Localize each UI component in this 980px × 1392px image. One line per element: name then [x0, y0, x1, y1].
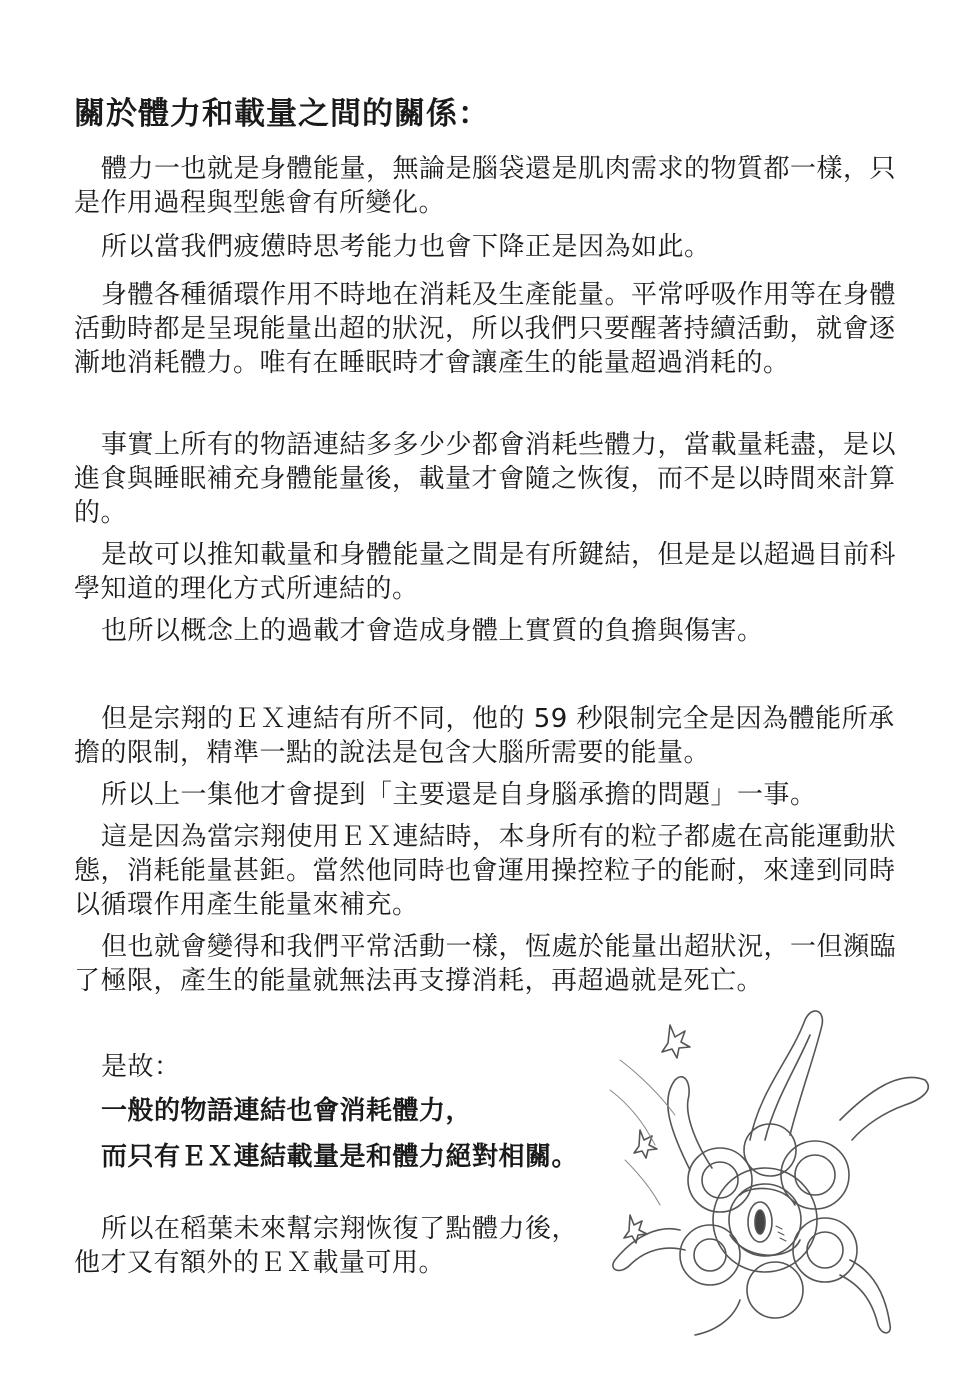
conclusion-bold-line-2: 而只有ＥＸ連結載量是和體力絕對相關。: [101, 1142, 579, 1172]
final-paragraph: 所以在稻葉未來幫宗翔恢復了點體力後，他才又有額外的ＥＸ載量可用。: [74, 1214, 579, 1278]
paragraph-5: 是故可以推知載量和身體能量之間是有所鍵結，但是是以超過目前科學知道的理化方式所連結的。: [74, 540, 897, 604]
paragraph-2: 所以當我們疲憊時思考能力也會下降正是因為如此。: [101, 232, 711, 262]
conclusion-lead: 是故：: [101, 1052, 181, 1082]
paragraph-7: 但是宗翔的ＥＸ連結有所不同，他的 59 秒限制完全是因為體能所承擔的限制，精準一點的說法是包含大腦所需要的能量。: [74, 704, 895, 768]
paragraph-8: 所以上一集他才會提到「主要還是自身腦承擔的問題」一事。: [101, 780, 817, 810]
paragraph-9: 這是因為當宗翔使用ＥＸ連結時，本身所有的粒子都處在高能運動狀態，消耗能量甚鉅。當然他同時也會運用操控粒子的能耐，來達到同時以循環作用產生能量來補充。: [74, 822, 897, 920]
page-title: 關於體力和載量之間的關係：: [74, 96, 490, 132]
paragraph-10: 但也就會變得和我們平常活動一樣，恆處於能量出超狀況，一但瀕臨了極限，產生的能量就無法再支撐消耗，再超過就是死亡。: [74, 932, 897, 996]
paragraph-1: 體力一也就是身體能量，無論是腦袋還是肌肉需求的物質都一樣，只是作用過程與型態會有所變化。: [74, 154, 897, 218]
paragraph-6: 也所以概念上的過載才會造成身體上實質的負擔與傷害。: [101, 616, 764, 646]
paragraph-3: 身體各種循環作用不時地在消耗及生產能量。平常呼吸作用等在身體活動時都是呈現能量出超的狀況，所以我們只要醒著持續活動，就會逐漸地消耗體力。唯有在睡眠時才會讓產生的能量超過消耗的。: [74, 280, 897, 378]
sketch-creature-illustration: [600, 1000, 930, 1340]
paragraph-4: 事實上所有的物語連結多多少少都會消耗些體力，當載量耗盡，是以進食與睡眠補充身體能量後，載量才會隨之恢復，而不是以時間來計算的。: [74, 430, 897, 528]
conclusion-bold-line-1: 一般的物語連結也會消耗體力，: [101, 1096, 473, 1126]
